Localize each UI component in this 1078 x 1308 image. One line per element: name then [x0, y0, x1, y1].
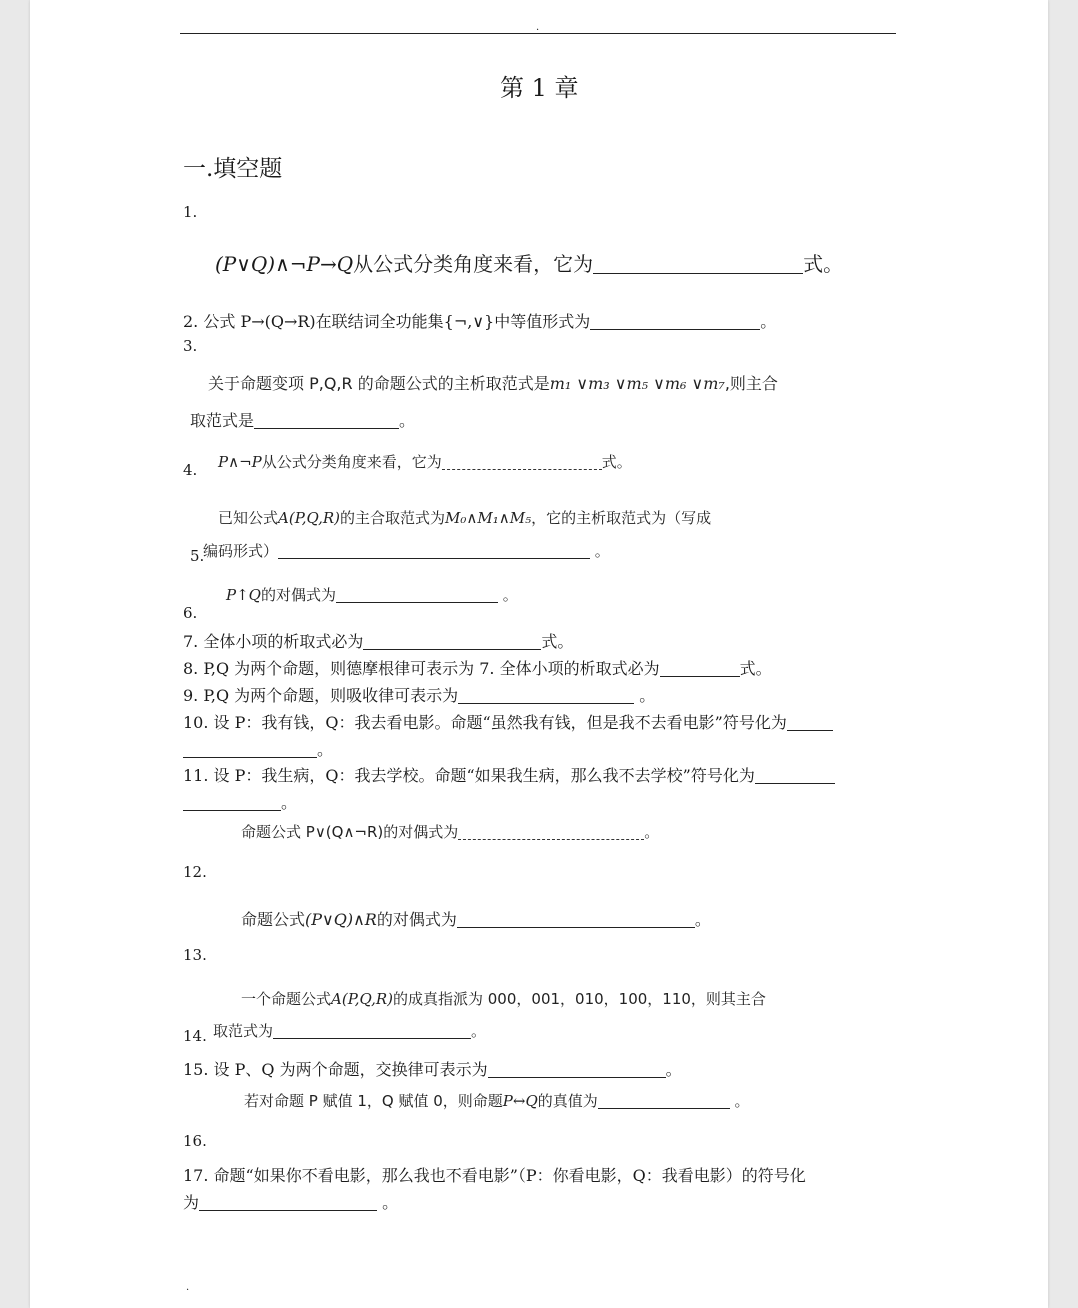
q8-end: 式。: [739, 659, 772, 678]
q10-text: 10. 设 P：我有钱，Q：我去看电影。命题“虽然我有钱，但是我不去看电影”符号化为: [183, 713, 787, 732]
header-rule: [180, 33, 896, 34]
q9-answer-blank[interactable]: [458, 687, 634, 704]
q12-text2: 的对偶式为: [376, 910, 457, 929]
q11-answer-blank-1[interactable]: [755, 767, 835, 784]
q6-number: 6.: [183, 604, 198, 622]
section-title: 一.填空题: [183, 156, 283, 182]
q1-formula: (P∨Q)∧¬P→Q: [215, 252, 354, 276]
q13-text: 一个命题公式: [241, 990, 332, 1008]
q13-formula: A(P,Q,R): [331, 990, 393, 1008]
q11-end: 。: [281, 793, 298, 812]
q5-formula2: M₀∧M₁∧M₅: [445, 509, 532, 527]
q14-end: 。: [471, 1022, 487, 1040]
q12-end: 。: [694, 910, 711, 929]
q16-number: 16.: [183, 1132, 207, 1150]
q17-answer-blank[interactable]: [199, 1194, 377, 1211]
q15-line: [183, 1057, 682, 1080]
q1-text: 从公式分类角度来看，它为: [353, 252, 594, 276]
q3-formula: m₁ ∨m₃ ∨m₅ ∨m₆ ∨m₇: [549, 374, 725, 393]
q6-formula: P↑Q: [226, 586, 261, 604]
q12-answer-blank[interactable]: [457, 911, 695, 928]
q9-text: 9. P,Q 为两个命题，则吸收律可表示为: [183, 686, 459, 705]
bottom-mark: .: [186, 1282, 190, 1293]
q5-formula: A(P,Q,R): [278, 509, 340, 527]
q4-line: [218, 451, 632, 472]
q6-end: 。: [502, 586, 518, 604]
q9-line: [183, 683, 655, 706]
q14-number: 14.: [183, 1027, 207, 1045]
q8-answer-blank[interactable]: [660, 660, 740, 677]
q12-number: 12.: [183, 863, 207, 881]
q6-answer-blank[interactable]: [336, 587, 498, 603]
q4-formula: P∧¬P: [218, 453, 262, 471]
q3-number: 3.: [183, 337, 198, 355]
top-mark: .: [536, 22, 540, 33]
q10-line1: [183, 710, 833, 733]
q15-end: 。: [665, 1060, 682, 1079]
q1-number: 1.: [183, 203, 198, 221]
q2-line: [183, 309, 776, 332]
q4-number: 4.: [183, 461, 198, 479]
q4-text: 从公式分类角度来看，它为: [261, 453, 442, 471]
q10-end: 。: [317, 740, 334, 759]
q11-line1: [183, 763, 835, 786]
q11-text: 11. 设 P：我生病，Q：我去学校。命题“如果我生病，那么我不去学校”符号化为: [183, 766, 755, 785]
q15-image-line: [244, 1090, 750, 1111]
q14-answer-blank[interactable]: [273, 1023, 471, 1039]
q10-line2: [183, 737, 333, 760]
q3-text: 关于命题变项 P,Q,R 的命题公式的主析取范式是: [208, 374, 550, 393]
q1-line: [215, 248, 843, 277]
q3-line1: [208, 371, 778, 394]
q3-end: 。: [399, 411, 416, 430]
q14-line: [213, 1020, 486, 1041]
q5-text-end: ，它的主析取范式为（写成: [531, 509, 712, 527]
q5-end: 。: [594, 542, 610, 560]
q3-text2: 取范式是: [190, 411, 255, 430]
q1-answer-blank[interactable]: [593, 253, 803, 274]
q7-text: 7. 全体小项的析取式必为: [183, 632, 364, 651]
q10-answer-blank-1[interactable]: [787, 714, 833, 731]
q9-end: 。: [639, 686, 656, 705]
q11-line2: [183, 790, 297, 813]
q15-image-end: 。: [734, 1092, 750, 1110]
q15-formula: P↔Q: [502, 1092, 538, 1110]
q5-number: 5.: [190, 547, 205, 565]
q1-end: 式。: [803, 252, 844, 276]
q5-line1: [218, 507, 711, 528]
q17-line1: 17. 命题“如果你不看电影，那么我也不看电影”（P：你看电影，Q：我看电影）的符号化: [183, 1166, 806, 1185]
q15-image-text: 若对命题 P 赋值 1，Q 赋值 0，则命题: [244, 1092, 503, 1110]
q17-end: 。: [382, 1193, 399, 1212]
q11-answer-blank-2[interactable]: [183, 794, 281, 811]
q3-line2: [190, 408, 415, 431]
q12-formula: (P∨Q)∧R: [305, 910, 377, 929]
q11-image-answer-blank[interactable]: [458, 824, 644, 840]
q8-text: 8. P,Q 为两个命题，则德摩根律可表示为 7. 全体小项的析取式必为: [183, 659, 660, 678]
document-page: [30, 0, 1048, 1308]
q15-answer-blank[interactable]: [488, 1061, 666, 1078]
q11-image-line: [241, 821, 659, 842]
q11-image-text: 命题公式 P∨(Q∧¬R)的对偶式为: [241, 823, 459, 841]
q13-text-end: 的成真指派为 000，001，010，100，110，则其主合: [393, 990, 766, 1008]
q4-end: 式。: [601, 453, 632, 471]
q5-line2: [203, 540, 610, 561]
q6-line: [226, 584, 518, 605]
q7-answer-blank[interactable]: [363, 633, 541, 650]
q12-text: 命题公式: [241, 910, 306, 929]
q5-answer-blank[interactable]: [278, 543, 590, 559]
q3-text-end: ,则主合: [724, 374, 778, 393]
q8-line: [183, 656, 772, 679]
q15-image-answer-blank[interactable]: [598, 1093, 730, 1109]
q3-answer-blank[interactable]: [254, 412, 399, 429]
q11-image-end: 。: [644, 823, 660, 841]
q14-text: 取范式为: [213, 1022, 274, 1040]
q15-text: 15. 设 P、Q 为两个命题，交换律可表示为: [183, 1060, 488, 1079]
chapter-title: 第 1 章: [500, 74, 579, 102]
q7-line: [183, 629, 573, 652]
q5-text2: 编码形式）: [203, 542, 279, 560]
q2-answer-blank[interactable]: [590, 313, 760, 330]
q13-number: 13.: [183, 946, 207, 964]
q6-text: 的对偶式为: [260, 586, 336, 604]
q12-line: [241, 907, 711, 930]
q2-text: 2. 公式 P→(Q→R)在联结词全功能集{¬,∨}中等值形式为: [183, 312, 591, 331]
q5-text: 已知公式: [218, 509, 279, 527]
q4-answer-blank[interactable]: [442, 454, 602, 470]
q7-end: 式。: [541, 632, 574, 651]
q5-text-mid: 的主合取范式为: [340, 509, 446, 527]
q17-text2: 为: [183, 1193, 200, 1212]
q10-answer-blank-2[interactable]: [183, 741, 317, 758]
q15-image-text2: 的真值为: [537, 1092, 598, 1110]
q17-line2: [183, 1190, 398, 1213]
q13-line: [241, 988, 766, 1009]
q2-end: 。: [760, 312, 777, 331]
